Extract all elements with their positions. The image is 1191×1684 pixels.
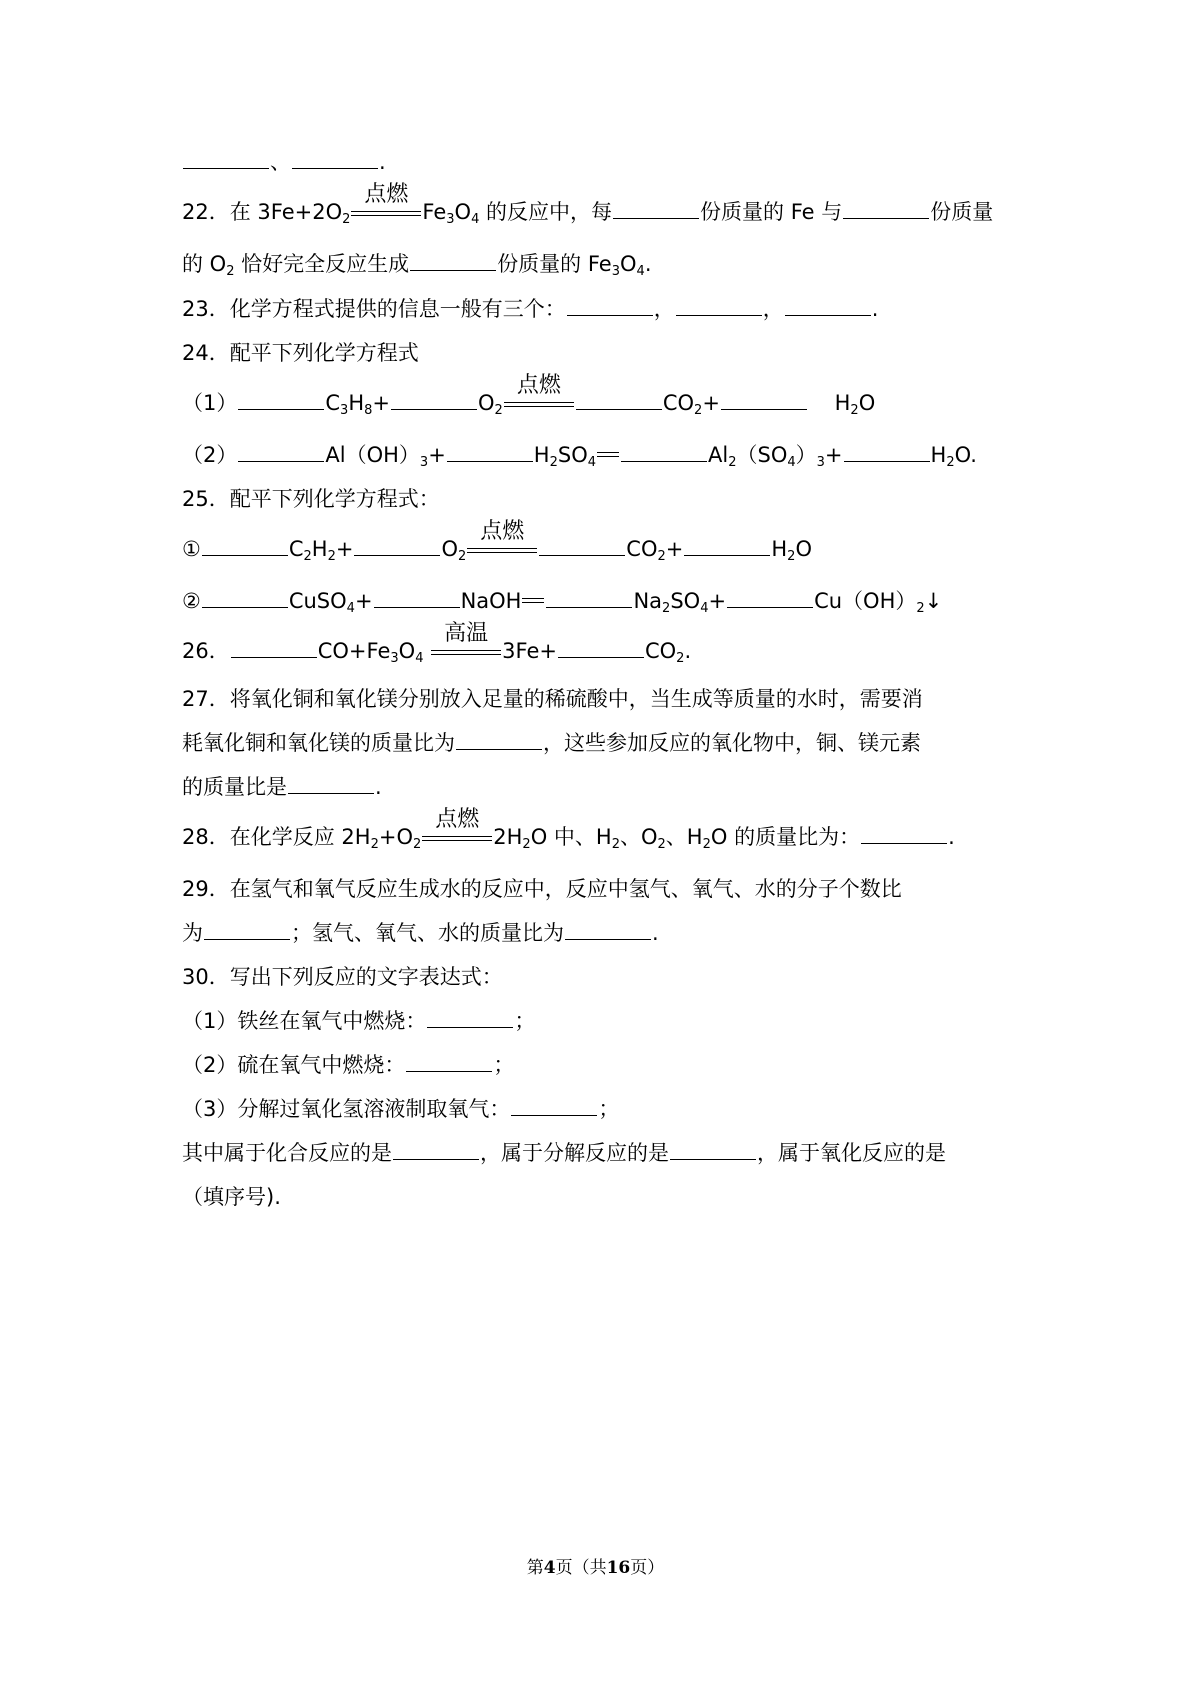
question-22-line-2: 的 $O_2$ 恰好完全反应生成 份质量的 $Fe_3O_4$. xyxy=(182,252,652,279)
answer-blank[interactable] xyxy=(231,637,317,658)
question-22-line-1: 22．在 $3Fe+2O_2$ 点燃 $Fe_3O_4$ 的反应中，每 份质量的 Fe 与 份质量 xyxy=(182,182,994,227)
answer-blank[interactable] xyxy=(511,1095,597,1116)
question-24-title: 24．配平下列化学方程式 xyxy=(182,341,419,365)
question-30-item-3: （3）分解过氧化氢溶液制取氧气： ； xyxy=(182,1097,620,1121)
answer-blank[interactable] xyxy=(202,587,288,608)
answer-blank[interactable] xyxy=(721,389,807,410)
question-25-eq-1: ① $C_2H_2+ O_2$ 点燃 $CO_2+ H_2O$ xyxy=(182,519,812,564)
answer-blank[interactable] xyxy=(567,295,653,316)
answer-blank[interactable] xyxy=(670,1139,756,1160)
question-30-item-1: （1）铁丝在氧气中燃烧： ； xyxy=(182,1009,536,1033)
answer-blank[interactable] xyxy=(393,1139,479,1160)
question-25-eq-2: ② CuSO$_4$+ NaOH $Na_2SO_4+$ $Cu(OH)_2↓$ xyxy=(182,589,943,616)
answer-blank[interactable] xyxy=(238,441,324,462)
question-29-line-2: 为 ；氢气、氧气、水的质量比为 . xyxy=(182,921,659,945)
answer-blank[interactable] xyxy=(785,295,871,316)
question-24-eq-1: （1） $C_3H_8+ O_2$ 点燃 $CO_2+$ $H_2O$ xyxy=(182,373,876,418)
reaction-condition: 点燃 xyxy=(422,822,492,844)
answer-blank[interactable] xyxy=(844,441,930,462)
answer-blank[interactable] xyxy=(613,198,699,219)
answer-blank[interactable] xyxy=(406,1051,492,1072)
question-27-line-3: 的质量比是 . xyxy=(182,775,382,799)
equals-sign xyxy=(597,452,619,457)
answer-blank[interactable] xyxy=(238,389,324,410)
answer-blank[interactable] xyxy=(410,250,496,271)
answer-blank[interactable] xyxy=(183,148,269,169)
reaction-condition: 高温 xyxy=(431,636,501,658)
answer-blank[interactable] xyxy=(391,389,477,410)
answer-blank[interactable] xyxy=(621,441,707,462)
precipitate-arrow-icon: ↓ xyxy=(924,589,943,613)
answer-blank[interactable] xyxy=(447,441,533,462)
answer-blank[interactable] xyxy=(374,587,460,608)
answer-blank[interactable] xyxy=(539,535,625,556)
answer-blank[interactable] xyxy=(558,637,644,658)
answer-blank[interactable] xyxy=(427,1007,513,1028)
answer-blank[interactable] xyxy=(861,823,947,844)
question-29-line-1: 29．在氢气和氧气反应生成水的反应中，反应中氢气、氧气、水的分子个数比 xyxy=(182,877,902,901)
answer-blank[interactable] xyxy=(456,729,542,750)
question-27-line-1: 27．将氧化铜和氧化镁分别放入足量的稀硫酸中，当生成等质量的水时，需要消 xyxy=(182,687,923,711)
answer-blank[interactable] xyxy=(202,535,288,556)
answer-blank[interactable] xyxy=(684,535,770,556)
answer-blank[interactable] xyxy=(546,587,632,608)
question-28: 28．在化学反应 $2H_2+O_2$ 点燃 $2H_2O$ 中、$H_2$、$O_2$、$H_2O$ 的质量比为： . xyxy=(182,807,955,852)
reaction-condition: 点燃 xyxy=(504,388,574,410)
answer-blank[interactable] xyxy=(576,389,662,410)
equals-sign xyxy=(522,598,544,603)
question-30-note: （填序号). xyxy=(182,1185,281,1209)
question-30-title: 30．写出下列反应的文字表达式： xyxy=(182,965,503,989)
question-26: 26． $CO+Fe_3O_4$ 高温 $3Fe+ CO_2$. xyxy=(182,621,692,666)
answer-blank[interactable] xyxy=(354,535,440,556)
answer-blank[interactable] xyxy=(843,198,929,219)
question-25-title: 25．配平下列化学方程式： xyxy=(182,487,440,511)
line-0: 、 . xyxy=(182,147,386,177)
answer-blank[interactable] xyxy=(292,148,378,169)
question-30-item-2: （2）硫在氧气中燃烧： ； xyxy=(182,1053,515,1077)
answer-blank[interactable] xyxy=(676,295,762,316)
reaction-condition: 点燃 xyxy=(467,534,537,556)
reaction-condition: 点燃 xyxy=(351,197,421,219)
answer-blank[interactable] xyxy=(288,773,374,794)
answer-blank[interactable] xyxy=(204,919,290,940)
question-24-eq-2: （2） $Al(OH)_3+ H_2SO_4$ $Al_2(SO_4)_3+ H_2O$. xyxy=(182,443,977,470)
answer-blank[interactable] xyxy=(727,587,813,608)
question-27-line-2: 耗氧化铜和氧化镁的质量比为 ，这些参加反应的氧化物中，铜、镁元素 xyxy=(182,731,921,755)
question-23: 23．化学方程式提供的信息一般有三个： ， ， . xyxy=(182,297,879,321)
page-footer: 第4页（共16页） xyxy=(526,1558,665,1578)
question-30-classify: 其中属于化合反应的是 ，属于分解反应的是 ，属于氧化反应的是 xyxy=(182,1141,946,1165)
answer-blank[interactable] xyxy=(565,919,651,940)
